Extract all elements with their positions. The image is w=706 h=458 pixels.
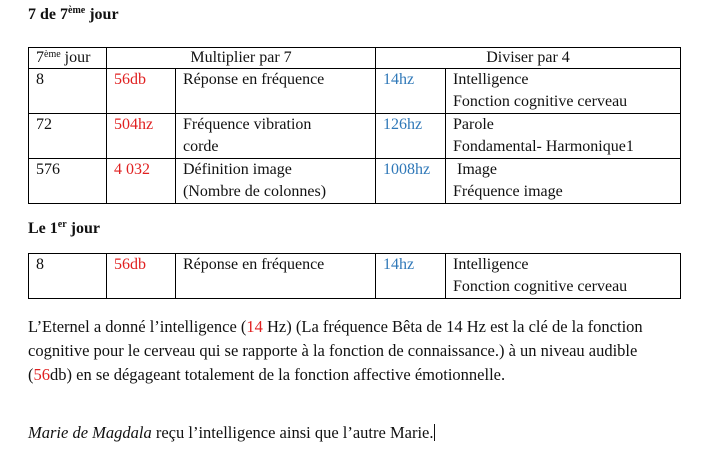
cell-mult-desc: Réponse en fréquence (176, 254, 376, 299)
cell-day: 8 (29, 69, 107, 114)
highlight-56: 56 (33, 365, 50, 384)
cell-div-value: 1008hz (376, 159, 446, 204)
cell-day: 8 (29, 254, 107, 299)
highlight-14: 14 (246, 317, 263, 336)
italic-name: Marie de Magdala (28, 423, 152, 442)
table-row (29, 114, 681, 159)
text-cursor (434, 424, 435, 441)
header-multiply: Multiplier par 7 (107, 48, 376, 69)
table-header-row (29, 48, 681, 69)
closing-sentence: Marie de Magdala reçu l’intelligence ainsi que l’autre Marie. (28, 423, 434, 442)
cell-day: 576 (29, 159, 107, 204)
cell-div-value: 126hz (376, 114, 446, 159)
cell-mult-desc: Réponse en fréquence (176, 69, 376, 114)
cell-mult-value: 4 032 (107, 159, 176, 204)
body-paragraph: L’Eternel a donné l’intelligence (14 Hz) (La fréquence Bêta de 14 Hz est la clé de la fonction cognitive pour le cerveau qui se rapporte à la fonction de connaissance.) à un niveau audible (56db) en se dégageant totalement de la fonction affective émotionnelle. (28, 317, 643, 384)
cell-mult-desc: Définition image (Nombre de colonnes) (176, 159, 376, 204)
header-day: 7ème jour (29, 48, 107, 69)
cell-day: 72 (29, 114, 107, 159)
cell-mult-desc: Fréquence vibration corde (176, 114, 376, 159)
table-row (29, 69, 681, 114)
header-divide: Diviser par 4 (376, 48, 681, 69)
cell-mult-value: 56db (107, 254, 176, 299)
cell-div-value: 14hz (376, 69, 446, 114)
cell-div-desc: Image Fréquence image (446, 159, 681, 204)
table-row (29, 254, 681, 299)
section-heading-7th-day: 7 de 7ème jour (28, 5, 119, 23)
frequency-table-7th-day (28, 47, 681, 204)
cell-div-value: 14hz (376, 254, 446, 299)
section-heading-1st-day: Le 1er jour (28, 219, 100, 237)
table-row (29, 159, 681, 204)
frequency-table-1st-day (28, 253, 681, 299)
cell-div-desc: Intelligence Fonction cognitive cerveau (446, 254, 681, 299)
cell-div-desc: Parole Fondamental- Harmonique1 (446, 114, 681, 159)
cell-div-desc: Intelligence Fonction cognitive cerveau (446, 69, 681, 114)
cell-mult-value: 504hz (107, 114, 176, 159)
cell-mult-value: 56db (107, 69, 176, 114)
